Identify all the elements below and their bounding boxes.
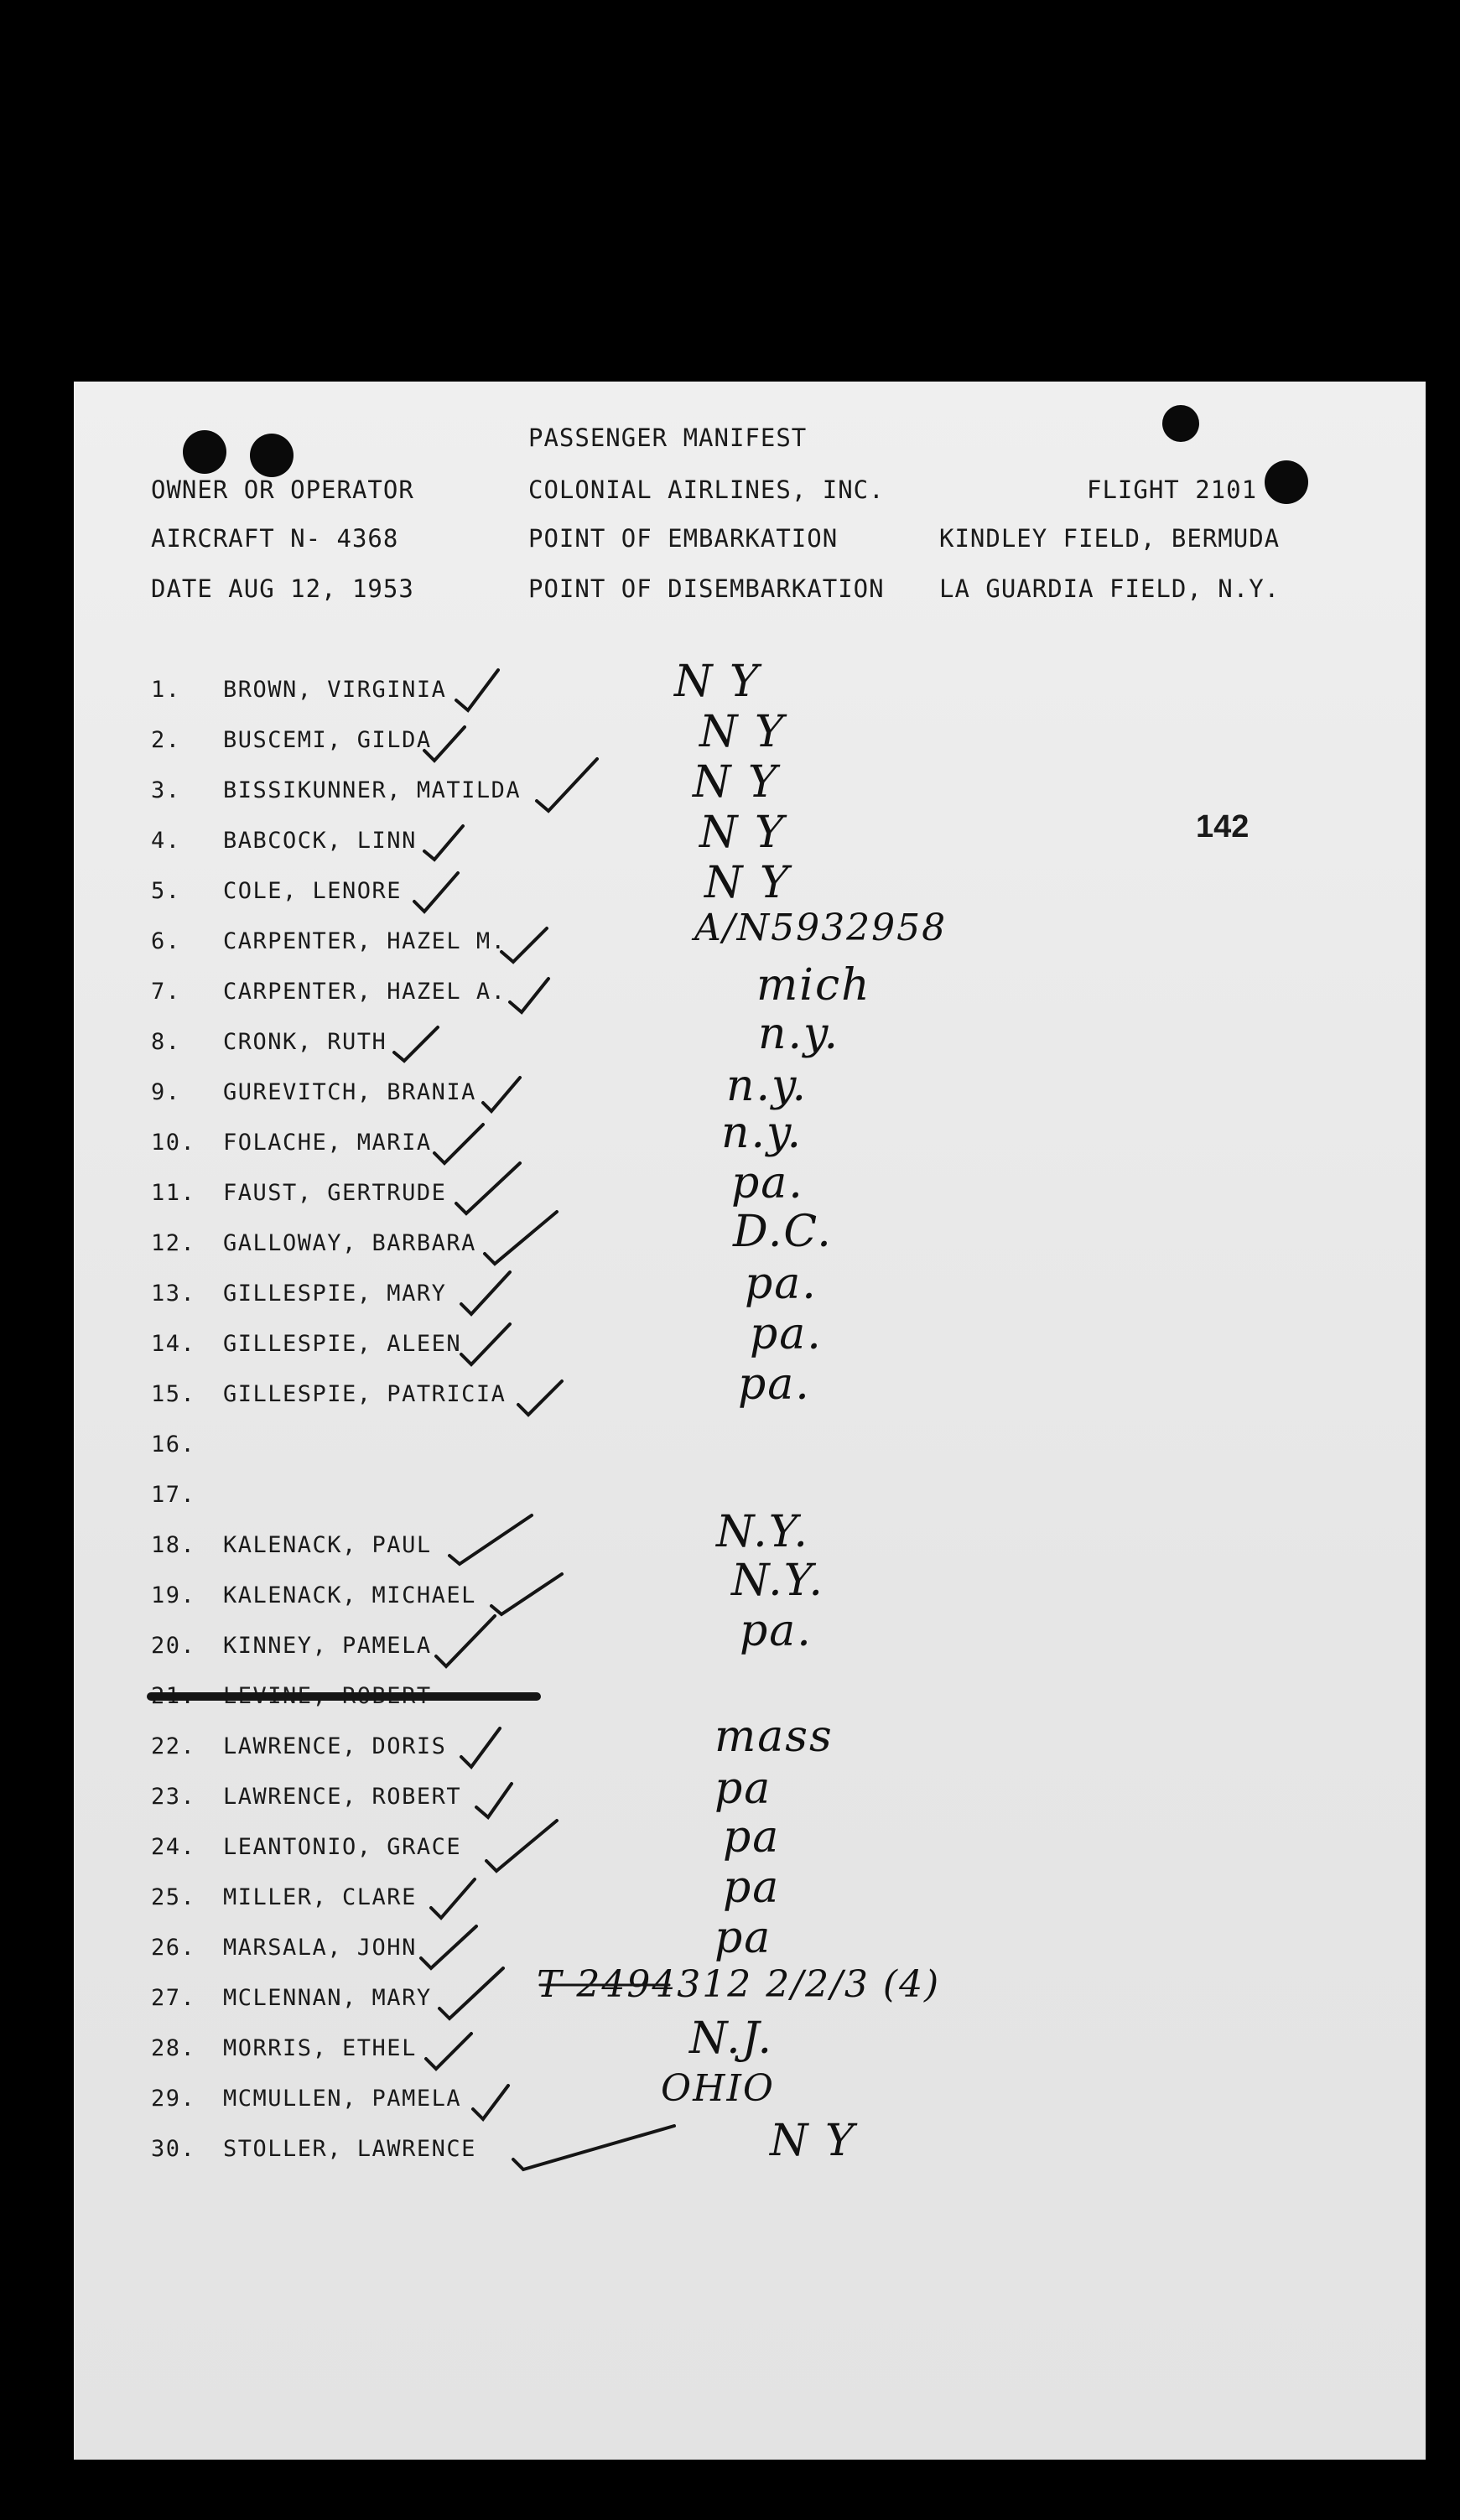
passenger-name: MCMULLEN, PAMELA <box>223 2086 462 2112</box>
row-number: 17. <box>151 1482 196 1508</box>
handwritten-note: n.y. <box>721 1108 803 1158</box>
passenger-name: CARPENTER, HAZEL M. <box>223 928 507 954</box>
row-number: 23. <box>151 1784 196 1810</box>
row-number: 8. <box>151 1029 181 1055</box>
handwritten-note: T 2494312 2/2/3 (4) <box>537 1963 941 2006</box>
passenger-row <box>151 1784 461 1817</box>
row-number: 20. <box>151 1633 196 1659</box>
check-mark-icon <box>421 1926 476 1968</box>
row-number: 1. <box>151 677 181 703</box>
embarkation-value: KINDLEY FIELD, BERMUDA <box>939 524 1281 553</box>
passenger-name: BUSCEMI, GILDA <box>223 727 432 753</box>
row-number: 22. <box>151 1733 196 1759</box>
check-mark-icon <box>431 1879 475 1918</box>
passenger-row-struck <box>151 1683 432 1717</box>
embarkation-label: POINT OF EMBARKATION <box>528 524 839 553</box>
handwritten-note: A/N5932958 <box>694 907 948 949</box>
passenger-row <box>151 1079 476 1113</box>
page-number: 142 <box>1196 809 1250 844</box>
passenger-name: CRONK, RUTH <box>223 1029 387 1055</box>
row-number: 13. <box>151 1281 196 1307</box>
row-number: 12. <box>151 1230 196 1256</box>
check-mark-icon <box>461 1324 510 1364</box>
handwritten-note: N Y <box>674 657 761 707</box>
handwritten-note: N.J. <box>689 2013 774 2064</box>
check-mark-icon <box>473 2086 508 2119</box>
passenger-name: MORRIS, ETHEL <box>223 2035 417 2061</box>
row-number: 4. <box>151 828 181 854</box>
passenger-row <box>151 1381 506 1415</box>
passenger-name: STOLLER, LAWRENCE <box>223 2136 476 2162</box>
row-number: 14. <box>151 1331 196 1357</box>
check-mark-icon <box>513 2126 674 2169</box>
check-mark-icon <box>501 928 547 962</box>
check-mark-icon <box>449 1515 532 1564</box>
handwritten-note: pa. <box>740 1606 813 1656</box>
row-number: 10. <box>151 1130 196 1156</box>
row-number: 2. <box>151 727 181 753</box>
passenger-row <box>151 878 402 912</box>
passenger-row <box>151 1834 461 1868</box>
handwritten-note: N Y <box>770 2116 856 2166</box>
punch-hole-left-2 <box>250 434 294 477</box>
row-number: 5. <box>151 878 181 904</box>
passenger-name: KALENACK, PAUL <box>223 1532 432 1558</box>
handwritten-note: pa <box>723 1863 781 1913</box>
row-number: 24. <box>151 1834 196 1860</box>
check-mark-icon <box>491 1574 562 1614</box>
handwritten-note: N Y <box>693 757 779 808</box>
check-mark-icon <box>537 759 597 811</box>
handwritten-note: pa. <box>745 1259 818 1309</box>
flight-number: FLIGHT 2101 <box>1087 475 1258 504</box>
passenger-row <box>151 677 446 710</box>
passenger-row <box>151 727 432 761</box>
passenger-name: CARPENTER, HAZEL A. <box>223 979 507 1005</box>
handwritten-note: pa <box>714 1764 772 1814</box>
passenger-name: GALLOWAY, BARBARA <box>223 1230 476 1256</box>
passenger-row <box>151 1281 446 1314</box>
check-mark-icon <box>414 873 458 912</box>
check-mark-icon <box>510 979 548 1012</box>
check-mark-icon <box>461 1728 500 1767</box>
passenger-row <box>151 1180 446 1213</box>
owner-label: OWNER OR OPERATOR <box>151 475 414 504</box>
row-number: 6. <box>151 928 181 954</box>
handwritten-note: n.y. <box>758 1009 840 1059</box>
passenger-row <box>151 1532 432 1566</box>
passenger-name: GILLESPIE, ALEEN <box>223 1331 462 1357</box>
passenger-row <box>151 1431 223 1465</box>
handwritten-note: D.C. <box>733 1207 833 1257</box>
manifest-date: DATE AUG 12, 1953 <box>151 574 414 603</box>
passenger-name: MCLENNAN, MARY <box>223 1985 432 2011</box>
check-mark-icon <box>436 1616 495 1666</box>
handwritten-note: OHIO <box>661 2067 775 2110</box>
check-mark-icon <box>434 1125 483 1163</box>
disembarkation-label: POINT OF DISEMBARKATION <box>528 574 885 603</box>
passenger-row <box>151 1230 476 1264</box>
passenger-name: LAWRENCE, ROBERT <box>223 1784 462 1810</box>
passenger-row <box>151 777 521 811</box>
row-number: 18. <box>151 1532 196 1558</box>
passenger-name: BISSIKUNNER, MATILDA <box>223 777 522 803</box>
row-number: 26. <box>151 1935 196 1961</box>
passenger-row <box>151 828 417 861</box>
passenger-row <box>151 979 506 1012</box>
row-number: 21. <box>151 1683 196 1709</box>
handwritten-note: n.y. <box>726 1061 808 1111</box>
owner-value: COLONIAL AIRLINES, INC. <box>528 475 885 504</box>
punch-hole-left-1 <box>183 430 226 474</box>
handwritten-note: mass <box>714 1712 834 1762</box>
passenger-row <box>151 2136 476 2169</box>
row-number: 16. <box>151 1431 196 1457</box>
check-mark-icon <box>439 1968 503 2019</box>
check-mark-icon <box>485 1212 557 1264</box>
passenger-name: KALENACK, MICHAEL <box>223 1582 476 1608</box>
punch-hole-right-1 <box>1162 405 1199 442</box>
passenger-row <box>151 1029 387 1063</box>
passenger-name: BROWN, VIRGINIA <box>223 677 447 703</box>
handwritten-note: pa. <box>738 1359 811 1410</box>
passenger-row <box>151 928 506 962</box>
passenger-name: BABCOCK, LINN <box>223 828 417 854</box>
row-number: 7. <box>151 979 181 1005</box>
passenger-name: GILLESPIE, PATRICIA <box>223 1381 507 1407</box>
handwritten-note: N.Y. <box>716 1507 809 1557</box>
passenger-name: KINNEY, PAMELA <box>223 1633 432 1659</box>
passenger-name: FAUST, GERTRUDE <box>223 1180 447 1206</box>
passenger-row <box>151 1884 417 1918</box>
row-number: 19. <box>151 1582 196 1608</box>
handwritten-note: N Y <box>699 707 786 757</box>
passenger-row <box>151 2035 417 2069</box>
passenger-name: GILLESPIE, MARY <box>223 1281 447 1307</box>
row-number: 11. <box>151 1180 196 1206</box>
passenger-name: MARSALA, JOHN <box>223 1935 417 1961</box>
handwritten-note: pa <box>723 1812 781 1863</box>
passenger-row <box>151 1482 223 1515</box>
row-number: 27. <box>151 1985 196 2011</box>
passenger-row <box>151 1582 476 1616</box>
handwritten-note: N.Y. <box>731 1556 824 1606</box>
row-number: 30. <box>151 2136 196 2162</box>
passenger-row <box>151 1733 446 1767</box>
passenger-name: GUREVITCH, BRANIA <box>223 1079 476 1105</box>
passenger-row <box>151 1633 432 1666</box>
handwritten-note: pa. <box>750 1309 823 1359</box>
check-mark-icon <box>483 1078 520 1111</box>
check-mark-icon <box>518 1381 562 1415</box>
handwritten-note: pa. <box>731 1158 804 1208</box>
row-number: 29. <box>151 2086 196 2112</box>
handwritten-note: pa <box>714 1913 772 1963</box>
handwritten-note: mich <box>756 960 871 1011</box>
passenger-row <box>151 1130 432 1163</box>
row-number: 28. <box>151 2035 196 2061</box>
passenger-row <box>151 1331 461 1364</box>
check-mark-icon <box>426 2034 471 2069</box>
row-number: 3. <box>151 777 181 803</box>
manifest-title: PASSENGER MANIFEST <box>528 423 808 452</box>
check-mark-icon <box>394 1027 438 1061</box>
row-number: 15. <box>151 1381 196 1407</box>
passenger-name: COLE, LENORE <box>223 878 403 904</box>
passenger-name: LEVINE, ROBERT <box>223 1683 432 1709</box>
check-mark-icon <box>461 1272 510 1314</box>
aircraft-number: AIRCRAFT N- 4368 <box>151 524 399 553</box>
passenger-name: LAWRENCE, DORIS <box>223 1733 447 1759</box>
passenger-row <box>151 1985 432 2019</box>
check-mark-icon <box>476 1784 512 1817</box>
check-mark-icon <box>456 1163 520 1213</box>
row-number: 25. <box>151 1884 196 1910</box>
passenger-name: LEANTONIO, GRACE <box>223 1834 462 1860</box>
passenger-name: MILLER, CLARE <box>223 1884 417 1910</box>
disembarkation-value: LA GUARDIA FIELD, N.Y. <box>939 574 1281 603</box>
handwritten-note: N Y <box>699 808 786 858</box>
passenger-row <box>151 2086 461 2119</box>
check-mark-icon <box>424 826 463 860</box>
check-mark-icon <box>456 670 498 710</box>
check-mark-icon <box>486 1821 557 1871</box>
passenger-row <box>151 1935 417 1968</box>
passenger-name: FOLACHE, MARIA <box>223 1130 432 1156</box>
manifest-sheet <box>74 382 1426 2460</box>
handwritten-note: N Y <box>704 858 791 908</box>
row-number: 9. <box>151 1079 181 1105</box>
punch-hole-right-2 <box>1265 460 1308 504</box>
